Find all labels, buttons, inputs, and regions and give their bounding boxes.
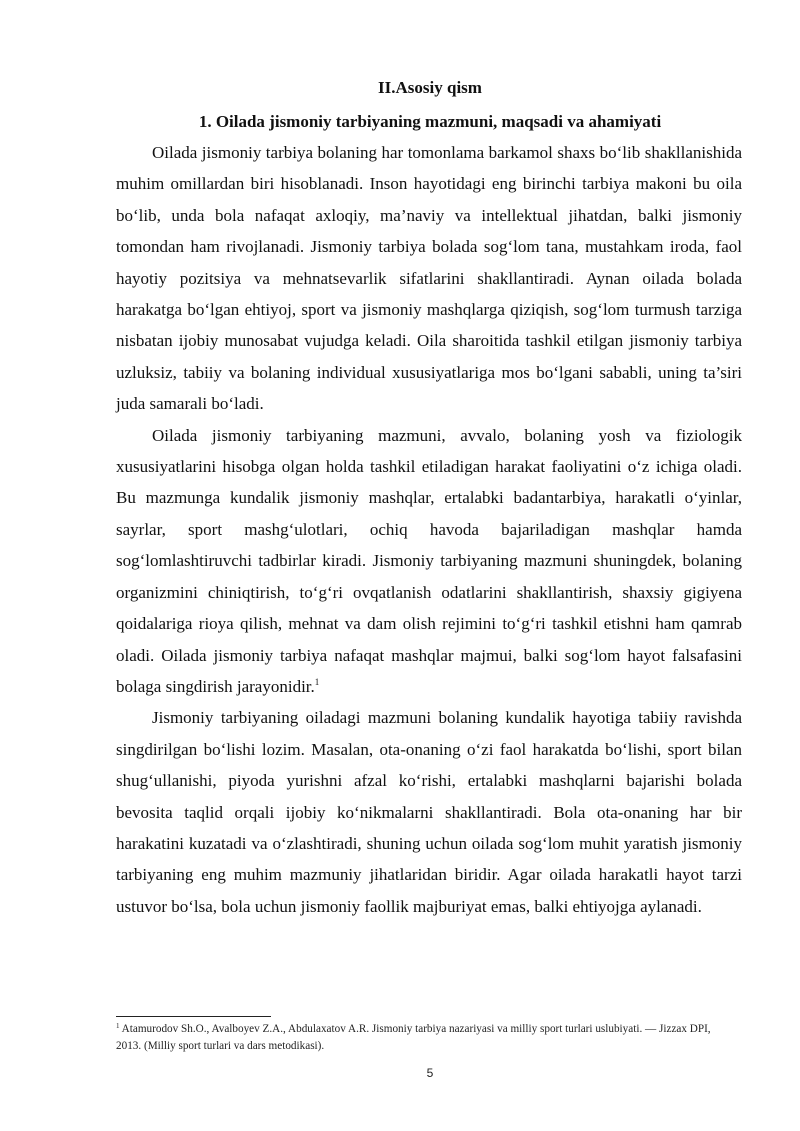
paragraph-text: Jismoniy tarbiyaning oiladagi mazmuni bolaning kundalik hayotiga tabiiy ravishda singdirilgan bo‘lishi lozim. Masalan, ota-onaning o‘zi faol harakatda bo‘lishi, sport bilan shug‘ullanishi, piyoda yurishni afzal ko‘rishi, ertalabki mashqlarni bajarishi bolada bevosita taqlid orqali ijobiy ko‘nikmalarni shakllantiradi. Bola ota-onaning har bir harakatini kuzatadi va o‘zlashtiradi, shuning uchun oilada sog‘lom muhit yaratish jismoniy tarbiyaning eng muhim mazmuniy jihatlaridan biridir. Agar oilada harakatli hayot tarzi ustuvor bo‘lsa, bola uchun jismoniy faollik majburiyat emas, balki ehtiyojga aylanadi.	[116, 708, 742, 916]
paragraph-text: Oilada jismoniy tarbiya bolaning har tomonlama barkamol shaxs bo‘lib shakllanishida muhim omillardan biri hisoblanadi. Inson hayotidagi eng birinchi tarbiya makoni bu oila bo‘lib, unda bola nafaqat axloqiy, ma’naviy va intellektual jihatdan, balki jismoniy tomondan ham rivojlanadi. Jismoniy tarbiya bolada sog‘lom tana, mustahkam iroda, faol hayotiy pozitsiya va mehnatsevarlik sifatlarini shakllantiradi. Aynan oilada bolada harakatga bo‘lgan ehtiyoj, sport va jismoniy mashqlarga qiziqish, sog‘lom turmush tarziga nisbatan ijobiy munosabat vujudga keladi. Oila sharoitida tashkil etilgan jismoniy tarbiya uzluksiz, tabiiy va bolaning individual xususiyatlariga mos bo‘lgani sababli, uning ta’siri juda samarali bo‘ladi.	[116, 143, 742, 414]
subsection-title: 1. Oilada jismoniy tarbiyaning mazmuni, maqsadi va ahamiyati	[198, 112, 662, 131]
footnote-text: Atamurodov Sh.O., Avalboyev Z.A., Abdulaxatov A.R. Jismoniy tarbiya nazariyasi va milliy sport turlari uslubiyati. — Jizzax DPI, 2013. (Milliy sport turlari va dars metodikasi).	[116, 1023, 711, 1052]
paragraph-text: Oilada jismoniy tarbiyaning mazmuni, avvalo, bolaning yosh va fiziologik xususiyatlarini hisobga olgan holda tashkil etiladigan harakat faoliyatini o‘z ichiga oladi. Bu mazmunga kundalik jismoniy mashqlar, ertalabki badantarbiya, harakatli o‘yinlar, sayrlar, sport mashg‘ulotlari, ochiq havoda bajariladigan mashqlar hamda sog‘lomlashtiruvchi tadbirlar kiradi. Jismoniy tarbiyaning mazmuni shuningdek, bolaning organizmini chiniqtirish, to‘g‘ri ovqatlanish odatlarini shakllantirish, shaxsiy gigiyena qoidalariga rioya qilish, mehnat va dam olish rejimini to‘g‘ri tashkil etishni ham qamrab oladi. Oilada jismoniy tarbiya nafaqat mashqlar majmui, balki sog‘lom hayot falsafasini bolaga singdirish jarayonidir.	[116, 425, 742, 696]
section-title: II.Asosiy qism	[378, 78, 482, 97]
footnote-reference[interactable]: 1	[314, 676, 320, 687]
body-text	[116, 137, 742, 922]
footnote-marker: 1	[116, 1022, 120, 1030]
paragraph	[116, 702, 742, 922]
footnote	[116, 1021, 736, 1055]
paragraph	[116, 137, 742, 420]
paragraph	[116, 420, 742, 703]
footnote-separator	[116, 1016, 271, 1017]
page-number: 5	[426, 1066, 434, 1080]
